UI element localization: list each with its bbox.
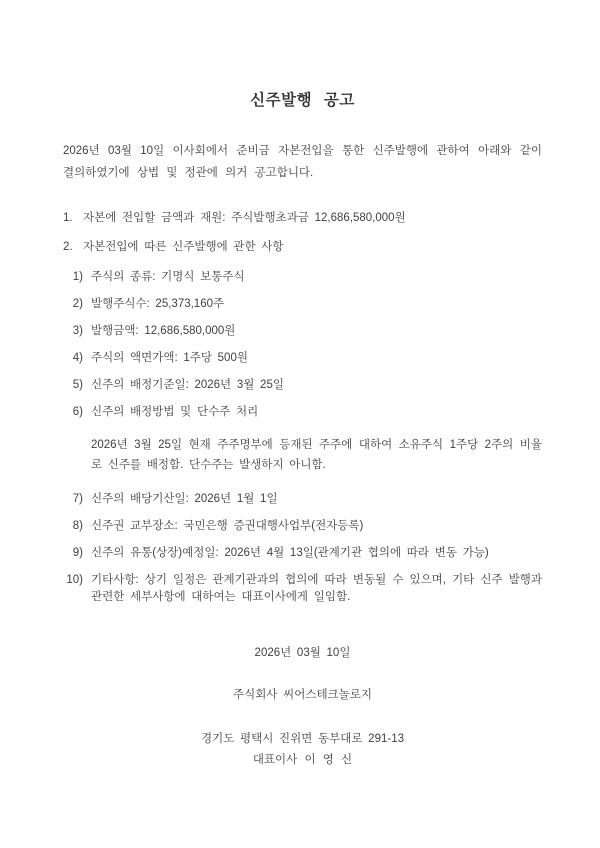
item-text: 신주의 배정방법 및 단수주 처리 xyxy=(91,406,259,418)
item-text: 신주의 배당기산일: 2026년 1월 1일 xyxy=(91,493,278,505)
list-item xyxy=(63,210,542,226)
ceo-name: 대표이사 이 영 신 xyxy=(252,754,353,766)
item-text: 기타사항: 상기 일정은 관계기관과의 협의에 따라 변동될 수 있으며, 기타 신주 발행과 관련한 세부사항에 대하여는 대표이사에게 일임함. xyxy=(91,574,542,603)
item-number: 6) xyxy=(72,406,83,418)
list-item xyxy=(63,491,542,508)
list-item xyxy=(63,377,542,394)
item-number: 1) xyxy=(72,271,83,283)
allotment-note: 2026년 3월 25일 현재 주주명부에 등재된 주주에 대하여 소유주식 1주당 2주의 비율로 신주를 배정함. 단수주는 발생하지 아니함. xyxy=(91,439,542,471)
item-text: 발행금액: 12,686,580,000원 xyxy=(91,325,236,337)
item-number: 8) xyxy=(72,520,83,532)
item-text: 신주의 배정기준일: 2026년 3월 25일 xyxy=(91,379,284,391)
company-name: 주식회사 씨어스테크놀로지 xyxy=(232,689,372,701)
item-text: 주식의 종류: 기명식 보통주식 xyxy=(91,271,245,283)
item-number: 2) xyxy=(72,298,83,310)
document-title: 신주발행 공고 xyxy=(250,92,355,109)
sub-item-list xyxy=(63,269,542,606)
company-address: 경기도 평택시 진위면 동부대로 291-13 xyxy=(200,733,404,745)
list-item xyxy=(63,269,542,286)
closing-date: 2026년 03월 10일 xyxy=(254,647,351,659)
item-text: 자본에 전입할 금액과 재원: 주식발행초과금 12,686,580,000원 xyxy=(83,212,406,224)
item-text: 신주의 유통(상장)예정일: 2026년 4월 13일(관계기관 협의에 따라 변동 가능) xyxy=(91,547,489,559)
item-number: 7) xyxy=(72,493,83,505)
item-number: 9) xyxy=(72,547,83,559)
list-item xyxy=(63,323,542,340)
item-text: 발행주식수: 25,373,160주 xyxy=(91,298,225,310)
list-item xyxy=(63,296,542,313)
intro-paragraph: 2026년 03월 10일 이사회에서 준비금 자본전입을 통한 신주발행에 관하여 아래와 같이 결의하였기에 상법 및 정관에 의거 공고합니다. xyxy=(63,145,542,179)
item-number: 2. xyxy=(63,241,73,253)
list-item xyxy=(63,350,542,367)
item-text: 신주권 교부장소: 국민은행 증권대행사업부(전자등록) xyxy=(91,520,364,532)
list-item xyxy=(63,518,542,535)
item-number: 5) xyxy=(72,379,83,391)
item-number: 1. xyxy=(63,212,73,224)
item-number: 10) xyxy=(66,574,83,586)
list-item xyxy=(63,572,542,606)
list-item xyxy=(63,404,542,421)
item-number: 3) xyxy=(72,325,83,337)
item-number: 4) xyxy=(72,352,83,364)
item-text: 자본전입에 따른 신주발행에 관한 사항 xyxy=(83,241,284,253)
item-text: 주식의 액면가액: 1주당 500원 xyxy=(91,352,248,364)
list-item xyxy=(63,545,542,562)
list-item xyxy=(63,239,542,255)
